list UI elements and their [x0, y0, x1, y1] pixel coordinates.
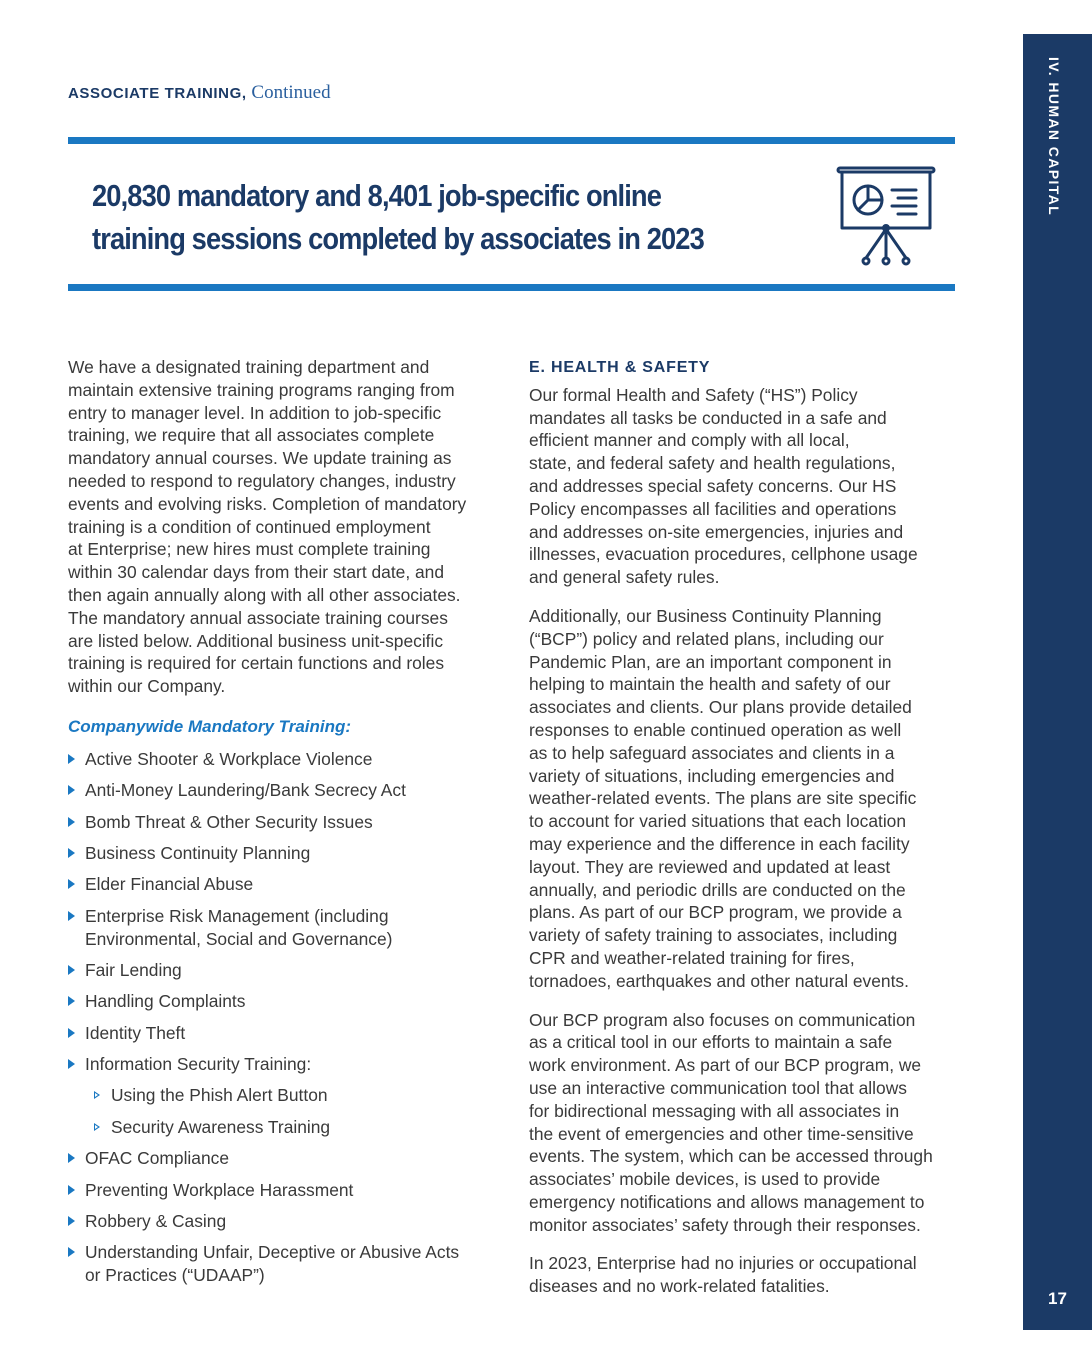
- training-item-label: Understanding Unfair, Deceptive or Abusive Acts or Practices (“UDAAP”): [85, 1242, 460, 1286]
- triangle-bullet-icon: [68, 848, 75, 858]
- communication-paragraph: Our BCP program also focuses on communication as a critical tool in our efforts to maintain a safe work environment. As part of our BCP program, we use an interactive communication tool that allows for bidirectional messaging with all associates in the event of emergencies and other time-sensitive events. The system, which can be accessed through associates’ mobile devices, is used to provide emergency notifications and allows management to monitor associates’ safety through their responses.: [529, 1009, 933, 1235]
- training-item-label: Anti-Money Laundering/Bank Secrecy Act: [85, 780, 406, 801]
- training-item-label: Fair Lending: [85, 959, 182, 980]
- training-item: [68, 990, 498, 1013]
- headline-top-rule: [68, 137, 955, 144]
- triangle-bullet-icon: [68, 1153, 75, 1163]
- training-item: [68, 1022, 498, 1045]
- triangle-bullet-icon: [68, 1059, 75, 1069]
- triangle-bullet-icon: [68, 817, 75, 827]
- training-item-label: Enterprise Risk Management (including Environmental, Social and Governance): [85, 905, 393, 949]
- training-item: [68, 811, 498, 834]
- section-header-continued: Continued: [251, 82, 331, 103]
- training-item: [68, 842, 498, 865]
- hs-policy-paragraph: Our formal Health and Safety (“HS”) Policy mandates all tasks be conducted in a safe and efficient manner and comply with all local, state, and federal safety and health regulations, and addresses special safety concerns. Our HS Policy encompasses all facilities and operations and addresses on-site emergencies, injuries and illnesses, evacuation procedures, cellphone usage and general safety rules.: [529, 384, 918, 588]
- triangle-bullet-icon: [68, 754, 75, 764]
- mandatory-training-list: [68, 748, 498, 1287]
- training-sub-item: [68, 1084, 498, 1107]
- training-item-label: Handling Complaints: [85, 991, 246, 1012]
- left-column: [68, 356, 498, 1296]
- training-item-label: Active Shooter & Workplace Violence: [85, 748, 373, 769]
- training-item: [68, 959, 498, 982]
- intro-paragraph: We have a designated training department and maintain extensive training programs ranging from entry to manager level. In addition to job-specific training, we require that all associates complete mandatory annual courses. We update training as needed to respond to regulatory changes, industry events and evolving risks. Completion of mandatory training is a condition of continued employment at Enterprise; new hires must complete training within 30 calendar days from their start date, and then again annually along with all other associates. The mandatory annual associate training courses are listed below. Additional business unit-specific training is required for certain functions and roles within our Company.: [68, 357, 467, 697]
- triangle-bullet-icon: [68, 1247, 75, 1257]
- training-item: [68, 1210, 498, 1233]
- hollow-triangle-bullet-icon: [94, 1091, 100, 1099]
- training-item-label: OFAC Compliance: [85, 1148, 230, 1169]
- triangle-bullet-icon: [68, 1216, 75, 1226]
- training-item-label: Security Awareness Training: [111, 1116, 331, 1137]
- headline-bottom-rule: [68, 284, 955, 291]
- triangle-bullet-icon: [68, 1028, 75, 1038]
- bcp-paragraph: Additionally, our Business Continuity Planning (“BCP”) policy and related plans, including our Pandemic Plan, are an important component in helping to maintain the health and safety of our associates and clients. Our plans provide detailed responses to enable continued operation as well as to help safeguard associates and clients in a variety of situations, including emergencies and weather-related events. The plans are site specific to account for varied situations that each location may experience and the difference in each facility layout. They are reviewed and updated at least annually, and periodic drills are conducted on the plans. As part of our BCP program, we provide a variety of safety training to associates, including CPR and weather-related training for fires, tornadoes, earthquakes and other natural events.: [529, 605, 917, 991]
- training-item: [68, 873, 498, 896]
- training-item-label: Bomb Threat & Other Security Issues: [85, 811, 373, 832]
- triangle-bullet-icon: [68, 911, 75, 921]
- injuries-paragraph: In 2023, Enterprise had no injuries or occupational diseases and no work-related fatalities.: [529, 1253, 917, 1297]
- page-number: 17: [1048, 1289, 1067, 1308]
- training-item: [68, 1147, 498, 1170]
- training-item-label: Identity Theft: [85, 1022, 186, 1043]
- section-header: [68, 82, 331, 104]
- health-safety-title: E. HEALTH & SAFETY: [529, 359, 711, 376]
- triangle-bullet-icon: [68, 879, 75, 889]
- headline-line-1: 20,830 mandatory and 8,401 job-specific online: [92, 178, 662, 213]
- triangle-bullet-icon: [68, 996, 75, 1006]
- training-item-label: Information Security Training:: [85, 1054, 312, 1075]
- training-item: [68, 1053, 498, 1076]
- training-item: [68, 905, 498, 951]
- training-item-label: Business Continuity Planning: [85, 842, 311, 863]
- triangle-bullet-icon: [68, 1185, 75, 1195]
- training-sub-item: [68, 1116, 498, 1139]
- training-item: [68, 748, 498, 771]
- training-item: [68, 1241, 498, 1287]
- training-item-label: Preventing Workplace Harassment: [85, 1179, 354, 1200]
- hollow-triangle-bullet-icon: [94, 1123, 100, 1131]
- mandatory-training-title: Companywide Mandatory Training:: [68, 716, 352, 736]
- training-item-label: Elder Financial Abuse: [85, 874, 254, 895]
- headline-callout: [92, 174, 708, 260]
- headline-line-2: training sessions completed by associates in 2023: [92, 221, 704, 256]
- right-column: [529, 356, 961, 1314]
- section-header-title: ASSOCIATE TRAINING,: [68, 85, 247, 102]
- triangle-bullet-icon: [68, 785, 75, 795]
- training-item-label: Using the Phish Alert Button: [111, 1085, 328, 1106]
- training-item: [68, 779, 498, 802]
- training-item-label: Robbery & Casing: [85, 1211, 227, 1232]
- training-item: [68, 1179, 498, 1202]
- triangle-bullet-icon: [68, 965, 75, 975]
- section-side-label: IV. HUMAN CAPITAL: [1046, 57, 1062, 217]
- side-tab-band: [1023, 34, 1092, 1330]
- presentation-easel-icon: [836, 162, 936, 268]
